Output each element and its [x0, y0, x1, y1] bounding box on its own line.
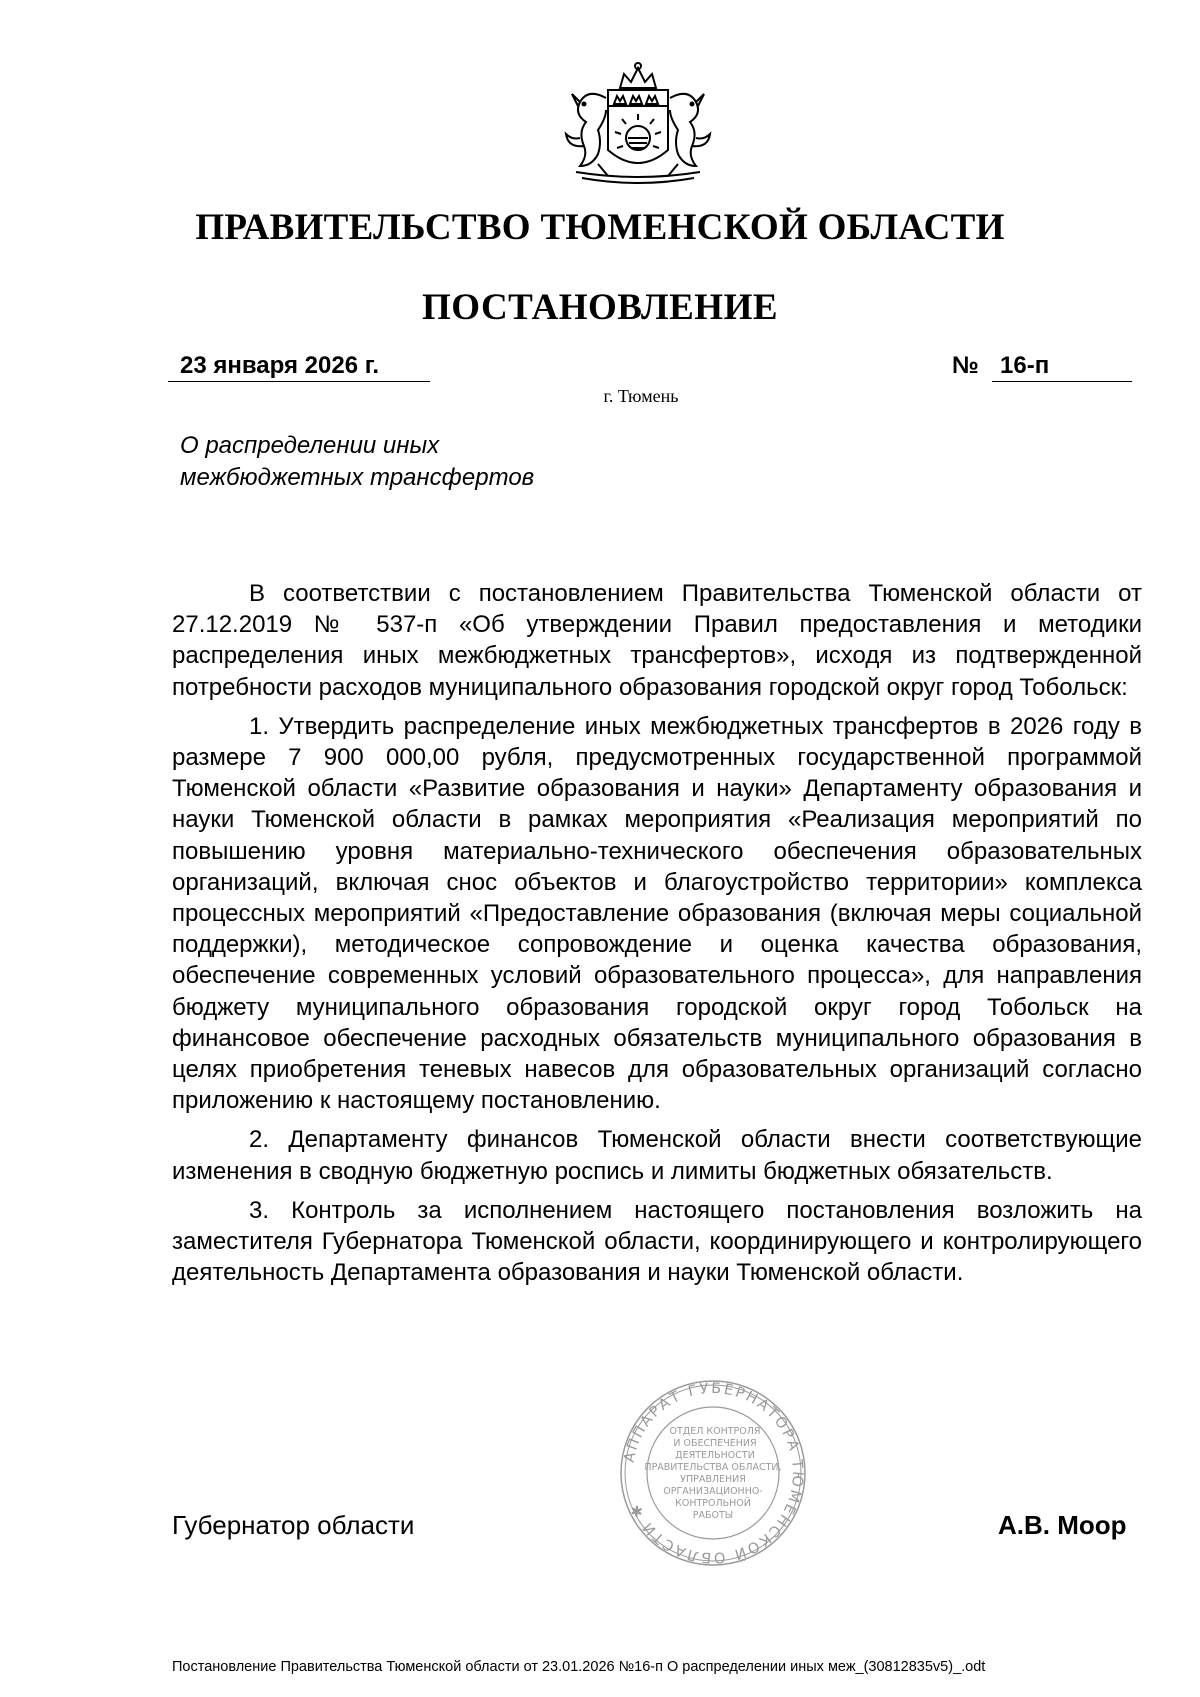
document-body	[172, 578, 1142, 1296]
seal-inner-line: ПРАВИТЕЛЬСТВА ОБЛАСТИ,	[644, 1462, 782, 1473]
seal-inner-line: РАБОТЫ	[692, 1510, 734, 1521]
government-title: ПРАВИТЕЛЬСТВО ТЮМЕНСКОЙ ОБЛАСТИ	[195, 207, 1005, 248]
document-type: ПОСТАНОВЛЕНИЕ	[421, 287, 779, 328]
seal-inner-line: ОРГАНИЗАЦИОННО-	[663, 1486, 763, 1497]
document-subject	[180, 430, 640, 494]
coat-of-arms-icon	[558, 58, 718, 190]
subject-line-1: О распределении иных	[180, 432, 440, 459]
signatory-position: Губернатор области	[172, 1510, 415, 1540]
subject-line-2: межбюджетных трансфертов	[180, 464, 535, 491]
footer-filename: Постановление Правительства Тюменской области от 23.01.2026 №16-п О распределении иных меж_(30812835v5)_.odt	[172, 1659, 986, 1675]
seal-inner-line: ОТДЕЛ КОНТРОЛЯ	[669, 1426, 761, 1437]
seal-outer-text: АППАРАТ ГУБЕРНАТОРА ТЮМЕНСКОЙ ОБЛАСТИ ✱	[621, 1380, 806, 1566]
number-label: №	[952, 352, 979, 379]
seal-inner-line: УПРАВЛЕНИЯ	[680, 1474, 746, 1485]
signatory-name: А.В. Моор	[998, 1510, 1127, 1540]
seal-inner-line: И ОБЕСПЕЧЕНИЯ	[673, 1438, 757, 1449]
preamble-paragraph: В соответствии с постановлением Правительства Тюменской области от 27.12.2019 № 537-п «Об утверждении Правил предоставления и методики распределения иных межбюджетных трансфертов», исходя из подтвержденной потребности расходов муниципального образования городской округ город Тобольск:	[172, 580, 1142, 701]
seal-inner-line: КОНТРОЛЬНОЙ	[675, 1498, 751, 1509]
item-3-paragraph: 3. Контроль за исполнением настоящего постановления возложить на заместителя Губернатора Тюменской области, координирующего и контролирующего деятельность Департамента образования и науки Тюменской области.	[172, 1196, 1142, 1287]
city: г. Тюмень	[603, 386, 679, 406]
seal-inner-line: ДЕЯТЕЛЬНОСТИ	[675, 1450, 755, 1461]
document-number: 16-п	[992, 350, 1132, 382]
item-1-paragraph: 1. Утвердить распределение иных межбюджетных трансфертов в 2026 году в размере 7 900 000,00 рубля, предусмотренных государственной программой Тюменской области «Развитие образования и науки» Департаменту образования и науки Тюменской области в рамках мероприятия «Реализация мероприятий по повышению уровня материально-технического обеспечения образовательных организаций, включая снос объектов и благоустройство территории» комплекса процессных мероприятий «Предоставление образования (включая меры социальной поддержки), методическое сопровождение и оценка качества образования, обеспечение современных условий образовательного процесса», для направления бюджету муниципального образования городской округ город Тобольск на финансовое обеспечение расходных обязательств муниципального образования в целях приобретения теневых навесов для образовательных организаций согласно приложению к настоящему постановлению.	[172, 712, 1142, 1115]
document-date: 23 января 2026 г.	[168, 350, 430, 382]
official-seal-icon	[618, 1378, 808, 1568]
item-2-paragraph: 2. Департаменту финансов Тюменской области внести соответствующие изменения в сводную бюджетную роспись и лимиты бюджетных обязательств.	[172, 1126, 1142, 1185]
